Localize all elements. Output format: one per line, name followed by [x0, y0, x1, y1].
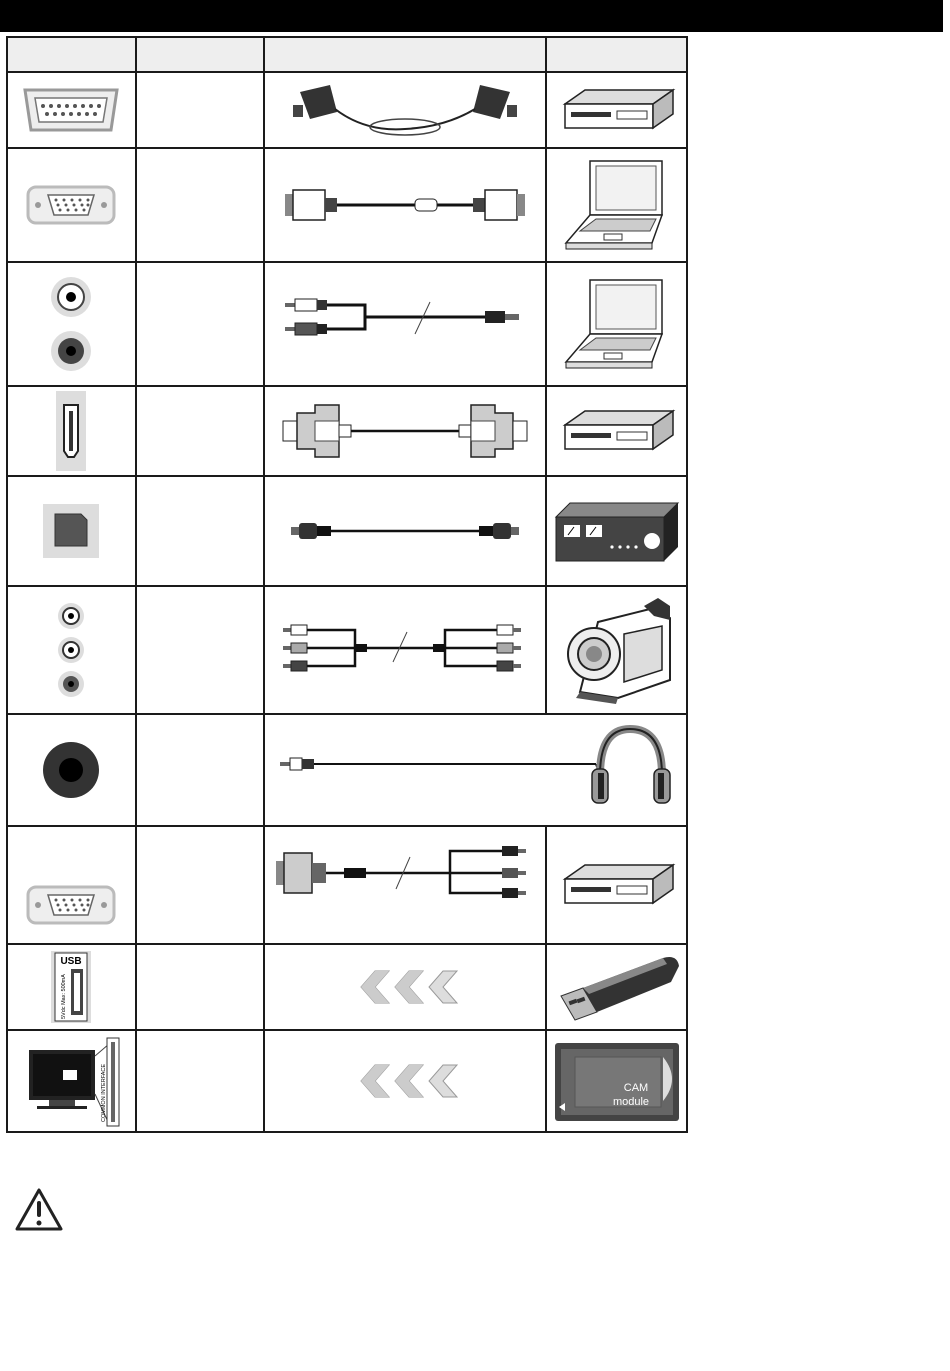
insert-arrows-icon — [345, 1061, 465, 1101]
table-row — [7, 72, 687, 148]
cable-cell — [264, 714, 688, 826]
header-connector — [7, 37, 136, 72]
vga-port-icon — [26, 883, 116, 927]
camcorder-icon — [558, 594, 676, 706]
cable-cell — [264, 476, 547, 586]
header-device — [546, 37, 687, 72]
av-cable-icon — [275, 620, 535, 680]
type-cell — [136, 476, 264, 586]
amplifier-icon — [552, 493, 682, 569]
cable-cell — [264, 826, 547, 944]
type-cell — [136, 826, 264, 944]
hdmi-cable-icon — [275, 401, 535, 461]
table-row — [7, 714, 687, 826]
optical-cable-icon — [275, 516, 535, 546]
header-cables — [264, 37, 547, 72]
vga-cable-icon — [275, 180, 535, 230]
table-row — [7, 476, 687, 586]
av-port-icon — [56, 598, 86, 702]
connector-cell — [7, 714, 136, 826]
laptop-icon — [562, 157, 672, 253]
usb-rating: 5Vdc Max: 500mA — [61, 974, 68, 1019]
type-cell — [136, 262, 264, 386]
ci-slot-icon — [19, 1034, 123, 1128]
table-row — [7, 826, 687, 944]
device-cell — [546, 262, 687, 386]
usb-port-icon — [51, 951, 91, 1023]
table-header-row — [7, 37, 687, 72]
connector-cell — [7, 586, 136, 714]
device-cell — [546, 72, 687, 148]
connector-cell — [7, 476, 136, 586]
cam-module-icon — [553, 1039, 681, 1123]
usb-stick-icon — [553, 952, 681, 1022]
ci-label: COMMON INTERFACE — [101, 1063, 108, 1122]
cable-cell — [264, 586, 547, 714]
connector-cell — [7, 826, 136, 944]
vga-port-icon — [26, 183, 116, 227]
dvd-player-icon — [555, 857, 679, 913]
ypbpr-cable-icon — [270, 845, 540, 905]
table-row — [7, 586, 687, 714]
cable-cell — [264, 1030, 547, 1132]
table-row — [7, 944, 687, 1030]
header-type — [136, 37, 264, 72]
type-cell — [136, 944, 264, 1030]
device-cell — [546, 148, 687, 262]
scart-port-icon — [21, 84, 121, 136]
connector-cell — [7, 262, 136, 386]
device-cell — [546, 1030, 687, 1132]
connector-cell — [7, 72, 136, 148]
table-row — [7, 262, 687, 386]
headphone-jack-icon — [41, 740, 101, 800]
device-cell — [546, 476, 687, 586]
insert-arrows-icon — [345, 967, 465, 1007]
pc-audio-cable-icon — [275, 294, 535, 354]
cable-cell — [264, 262, 547, 386]
usb-label: USB — [60, 956, 82, 967]
connections-table — [6, 36, 688, 1133]
type-cell — [136, 386, 264, 476]
device-cell — [546, 586, 687, 714]
table-row — [7, 148, 687, 262]
hdmi-port-icon — [56, 391, 86, 471]
audio-jack-icon — [46, 269, 96, 379]
warning-icon — [14, 1187, 64, 1233]
connector-cell — [7, 148, 136, 262]
headphone-cable-icon — [270, 725, 680, 815]
scart-cable-icon — [275, 77, 535, 143]
cable-cell — [264, 72, 547, 148]
type-cell — [136, 1030, 264, 1132]
cam-label-line2: module — [612, 1096, 649, 1108]
connector-cell — [7, 1030, 136, 1132]
optical-port-icon — [43, 504, 99, 558]
table-row — [7, 1030, 687, 1132]
cable-cell — [264, 148, 547, 262]
cam-label-line1: CAM — [623, 1082, 648, 1094]
type-cell — [136, 714, 264, 826]
device-cell — [546, 826, 687, 944]
type-cell — [136, 586, 264, 714]
dvd-player-icon — [555, 403, 679, 459]
device-cell — [546, 944, 687, 1030]
cable-cell — [264, 944, 547, 1030]
device-cell — [546, 386, 687, 476]
table-row — [7, 386, 687, 476]
connector-cell — [7, 386, 136, 476]
laptop-icon — [562, 276, 672, 372]
top-black-bar — [0, 0, 943, 32]
connector-cell — [7, 944, 136, 1030]
dvd-player-icon — [555, 82, 679, 138]
type-cell — [136, 148, 264, 262]
type-cell — [136, 72, 264, 148]
cable-cell — [264, 386, 547, 476]
